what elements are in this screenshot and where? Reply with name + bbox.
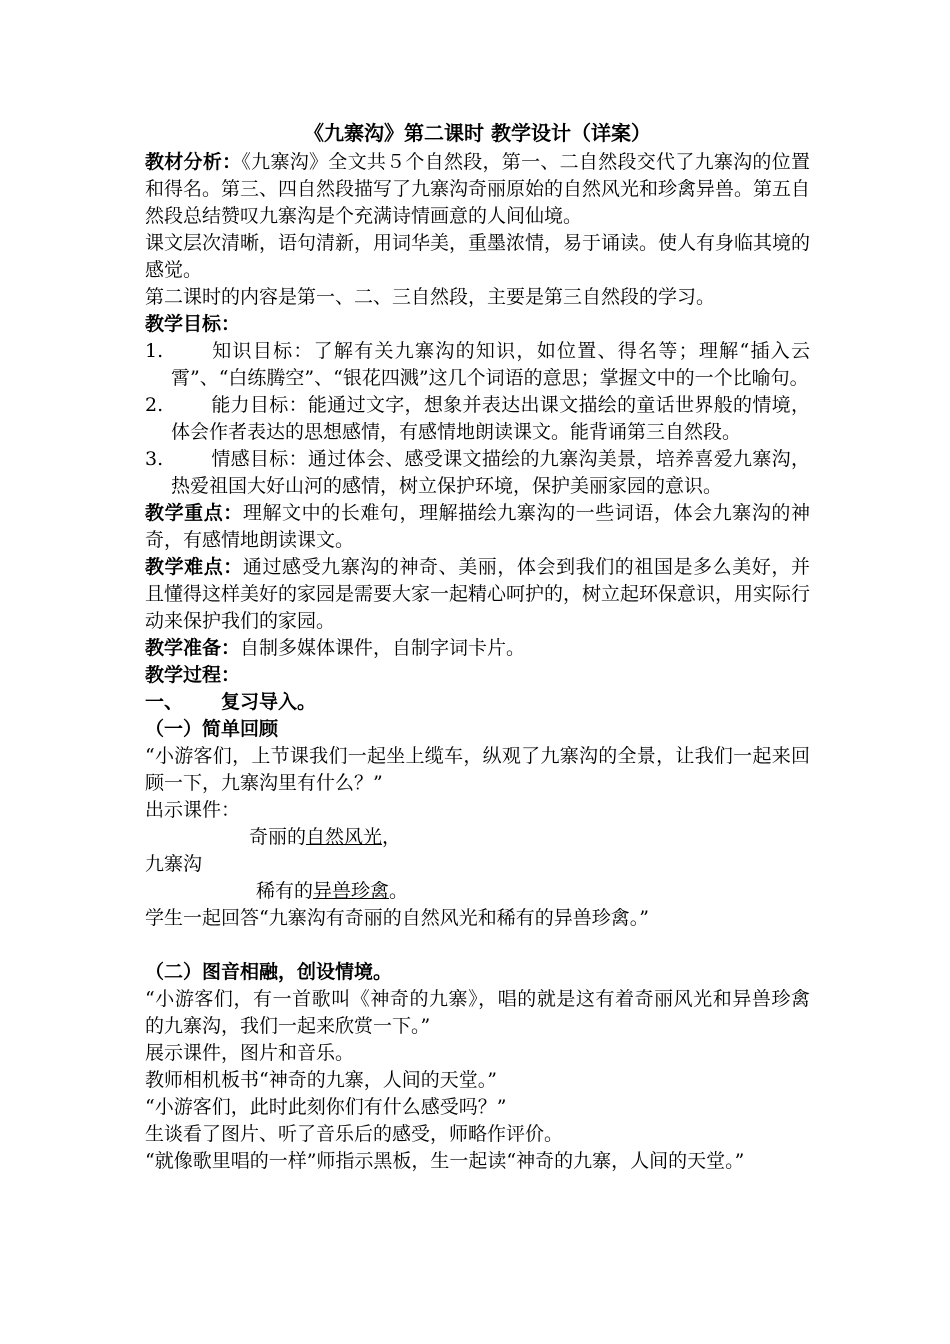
diagram-punct: ， [382, 826, 402, 848]
key-point-paragraph [145, 500, 810, 554]
prep-text: 自制多媒体课件，自制字词卡片。 [240, 637, 526, 659]
goal-text: 能力目标：能通过文字，想象并表达出课文描绘的童话世界般的情境，体会作者表达的思想感情，有感情地朗读课文。能背诵第三自然段。 [171, 394, 810, 443]
prep-paragraph [145, 635, 810, 662]
analysis-text: 《九寨沟》全文共５个自然段，第一、二自然段交代了九寨沟的位置和得名。第三、四自然段描写了九寨沟奇丽原始的自然风光和珍禽异兽。第五自然段总结赞叹九寨沟是个充满诗情画意的人间仙境。 [145, 151, 811, 227]
diagram-punct: 。 [389, 880, 409, 902]
show-courseware-label: 出示课件： [145, 799, 241, 821]
analysis-paragraph [145, 149, 810, 230]
difficulty-paragraph [145, 554, 810, 635]
goal-number: 3. [145, 448, 164, 470]
prep-label: 教学准备： [145, 637, 241, 659]
key-point-label: 教学重点： [145, 502, 243, 524]
goal-number: 1. [145, 340, 164, 362]
situation-line: 生谈看了图片、听了音乐后的感受，师略作评价。 [145, 1123, 564, 1145]
situation-line: “就像歌里唱的一样”师指示黑板，生一起读“神奇的九寨，人间的天堂。” [145, 1150, 745, 1172]
analysis-label: 教材分析： [145, 151, 242, 173]
subsection-1-title: （一）简单回顾 [145, 718, 279, 740]
key-point-text: 理解文中的长难句，理解描绘九寨沟的一些词语，体会九寨沟的神奇，有感情地朗读课文。 [145, 502, 810, 551]
diagram-keyword: 异兽珍禽 [313, 880, 390, 902]
section-1-heading [145, 689, 810, 716]
situation-line: 教师相机板书“神奇的九寨，人间的天堂。” [145, 1069, 497, 1091]
analysis-paragraph-2: 课文层次清晰，语句清新，用词华美，重墨浓情，易于诵读。使人有身临其境的感觉。 [145, 232, 811, 281]
goals-label: 教学目标： [145, 313, 241, 335]
situation-line: 展示课件，图片和音乐。 [145, 1042, 355, 1064]
goal-number: 2. [145, 394, 164, 416]
difficulty-text: 通过感受九寨沟的神奇、美丽，体会到我们的祖国是多么美好，并且懂得这样美好的家园是需要大家一起精心呵护的，树立起环保意识，用实际行动来保护我们的家园。 [145, 556, 811, 632]
diagram-keyword: 自然风光 [306, 826, 383, 848]
diagram-prefix: 稀有的 [256, 880, 314, 902]
section-1-number: 一、 [145, 691, 184, 713]
courseware-diagram [145, 824, 810, 905]
diagram-center-label: 九寨沟 [145, 853, 203, 875]
goal-item-3 [145, 446, 810, 500]
diagram-prefix: 奇丽的 [249, 826, 307, 848]
situation-line: “小游客们，有一首歌叫《神奇的九寨》，唱的就是这有着奇丽风光和异兽珍禽的九寨沟，我们一起来欣赏一下。” [145, 988, 810, 1037]
diagram-row-animals [256, 878, 408, 905]
analysis-paragraph-3: 第二课时的内容是第一、二、三自然段，主要是第三自然段的学习。 [145, 286, 716, 308]
goal-item-2 [145, 392, 810, 446]
document-title: 《九寨沟》第二课时 教学设计（详案） [304, 121, 651, 145]
goal-text: 情感目标：通过体会、感受课文描绘的九寨沟美景，培养喜爱九寨沟，热爱祖国大好山河的感情，树立保护环境，保护美丽家园的意识。 [171, 448, 810, 497]
goal-item-1 [145, 338, 810, 392]
section-1-title: 复习导入。 [221, 691, 317, 713]
diagram-row-scenery [249, 824, 401, 851]
review-quote: “小游客们，上节课我们一起坐上缆车，纵观了九寨沟的全景，让我们一起来回顾一下，九寨沟里有什么？” [145, 745, 810, 794]
goal-text: 知识目标：了解有关九寨沟的知识，如位置、得名等；理解“插入云霄”、“白练腾空”、“银花四溅”这几个词语的意思；掌握文中的一个比喻句。 [171, 340, 810, 389]
subsection-2-title: （二）图音相融，创设情境。 [145, 961, 393, 983]
process-label: 教学过程： [145, 664, 241, 686]
difficulty-label: 教学难点： [145, 556, 243, 578]
student-answer: 学生一起回答“九寨沟有奇丽的自然风光和稀有的异兽珍禽。” [145, 907, 649, 929]
situation-line: “小游客们，此时此刻你们有什么感受吗？” [145, 1096, 507, 1118]
